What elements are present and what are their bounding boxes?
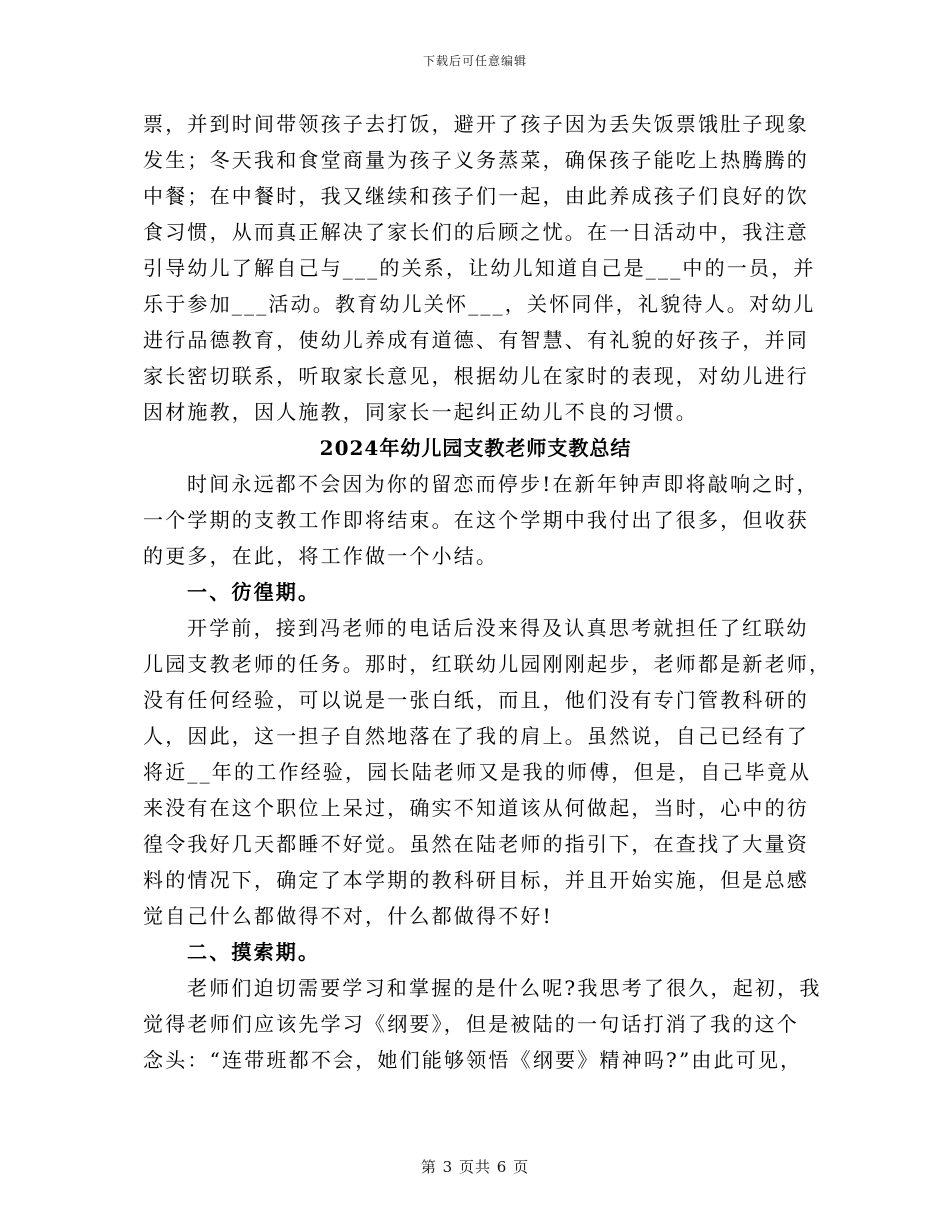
subsection-heading: 二、摸索期。: [187, 940, 321, 964]
body-text-line: 来没有在这个职位上呆过，确实不知道该从何做起，当时，心中的彷: [143, 796, 809, 820]
body-text-line: 觉自己什么都做得不对，什么都做得不好!: [143, 904, 553, 928]
body-text-line: 进行品德教育，使幼儿养成有道德、有智慧、有礼貌的好孩子，并同: [143, 328, 809, 352]
body-text-line: 念头：“连带班都不会，她们能够领悟《纲要》精神吗?”由此可见，: [143, 1048, 803, 1072]
body-text-line: 老师们迫切需要学习和掌握的是什么呢?我思考了很久，起初，我: [187, 976, 822, 1000]
body-text-line: 家长密切联系，听取家长意见，根据幼儿在家时的表现，对幼儿进行: [143, 364, 809, 388]
body-text-line: 引导幼儿了解自己与___的关系，让幼儿知道自己是___中的一员，并: [143, 256, 816, 280]
body-text-line: 票，并到时间带领孩子去打饭，避开了孩子因为丢失饭票饿肚子现象: [143, 112, 809, 136]
body-text-line: 将近__年的工作经验，园长陆老师又是我的师傅，但是，自己毕竟从: [143, 760, 812, 784]
document-body: [143, 106, 832, 1078]
body-text-line: 料的情况下，确定了本学期的教科研目标，并且开始实施，但是总感: [143, 868, 809, 892]
body-text-line: 时间永远都不会因为你的留恋而停步!在新年钟声即将敲响之时，: [187, 472, 819, 496]
body-text-line: 儿园支教老师的任务。那时，红联幼儿园刚刚起步，老师都是新老师，: [143, 652, 832, 676]
body-text-line: 中餐；在中餐时，我又继续和孩子们一起，由此养成孩子们良好的饮: [143, 184, 809, 208]
subsection-heading: 一、彷徨期。: [187, 580, 321, 604]
body-text-line: 的更多，在此，将工作做一个小结。: [143, 544, 499, 568]
body-text-line: 人，因此，这一担子自然地落在了我的肩上。虽然说，自己已经有了: [143, 724, 809, 748]
body-text-line: 徨令我好几天都睡不好觉。虽然在陆老师的指引下，在查找了大量资: [143, 832, 809, 856]
body-text-line: 乐于参加___活动。教育幼儿关怀___，关怀同伴，礼貌待人。对幼儿: [143, 292, 816, 316]
body-text-line: 因材施教，因人施教，同家长一起纠正幼儿不良的习惯。: [143, 400, 698, 424]
body-text-line: 一个学期的支教工作即将结束。在这个学期中我付出了很多，但收获: [143, 508, 809, 532]
page-header: 下载后可任意编辑: [422, 54, 527, 68]
body-text-line: 没有任何经验，可以说是一张白纸，而且，他们没有专门管教科研的: [143, 688, 809, 712]
body-text-line: 发生；冬天我和食堂商量为孩子义务蒸菜，确保孩子能吃上热腾腾的: [143, 148, 809, 172]
body-text-line: 觉得老师们应该先学习《纲要》，但是被陆的一句话打消了我的这个: [143, 1012, 799, 1036]
body-text-line: 开学前，接到冯老师的电话后没来得及认真思考就担任了红联幼: [187, 616, 809, 640]
page-footer: 第 3 页共 6 页: [420, 1158, 530, 1176]
body-text-line: 食习惯，从而真正解决了家长们的后顾之忧。在一日活动中，我注意: [143, 220, 809, 244]
section-title: 2024年幼儿园支教老师支教总结: [319, 436, 632, 460]
